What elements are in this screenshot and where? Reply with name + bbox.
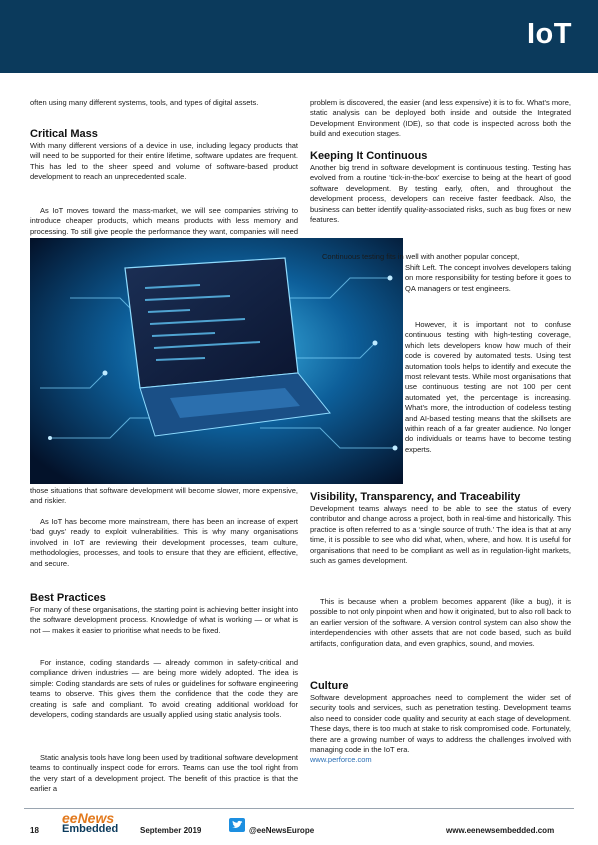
paragraph-best-2: For instance, coding standards — already common in safety-critical and compliance driven industries — are being more widely adopted. The idea is simple: Coding standards are sets of rules or guidelines for software engineering teams to observe. This gives them the confidence that the code they are creating is safe and compliant. To avoid creating additional workload for developers, coding standards are usually applied using static analysis tools. [30, 658, 298, 720]
paragraph-keeping-2b: Shift Left. The concept involves developers taking on more responsibility for testing before it goes to QA managers or test engineers. [405, 263, 571, 293]
laptop-circuit-illustration [30, 238, 403, 484]
header-banner [0, 0, 598, 73]
paragraph-continued: problem is discovered, the easier (and less expensive) it is to fix. What’s more, static analysis can be deployed both inside and outside the Integrated Development Environment (IDE), so that code is inspected across both the build and execution stages. [310, 98, 571, 139]
heading-best-practices: Best Practices [30, 592, 106, 604]
paragraph-best-1: For many of these organisations, the starting point is achieving better insight into the software development process. Knowledge of what is working — or what is not — makes it easier to prioritise what needs to be fixed. [30, 605, 298, 635]
paragraph-critical-2: As IoT moves toward the mass-market, we will see companies striving to introduce cheaper products, which means products with less memory and processing. To still give people the performance they want, companies will need [30, 206, 298, 236]
paragraph-keeping-1: Another big trend in software development is continuous testing. Testing has evolved from a routine ‘tick-in-the-box’ exercise to being at the heart of good software development. By testing early, often, and throughout the development process, developers can receive faster feedback. Also, the business can better identify quality-associated risks, such as bug fixes or new features. [310, 163, 571, 225]
heading-visibility: Visibility, Transparency, and Traceability [310, 491, 521, 503]
perforce-link[interactable]: www.perforce.com [310, 755, 372, 764]
issue-date: September 2019 [140, 826, 202, 835]
footer-divider [24, 808, 574, 809]
section-title: IoT [527, 18, 572, 50]
heading-culture: Culture [310, 680, 349, 692]
paragraph-keeping-3: However, it is important not to confuse continuous testing with high-testing coverage, which lets developers know how much of their code is covered by automated tests. Using test automation tools helps to identify and execute the most relevant tests. While most organisations that use continuous testing are not 100 per cent automated yet, the percentage is increasing. What’s more, the introduction of codeless testing and AI-based testing means that the skillsets are within reach of a far greater audience. No longer do individuals or teams have to become testing experts. [405, 320, 571, 454]
heading-critical-mass: Critical Mass [30, 128, 98, 140]
logo-embedded: Embedded [62, 823, 119, 835]
paragraph-best-3: Static analysis tools have long been used by traditional software development teams to continually inspect code for errors. Teams can use the tool right from the very start of a development project. The benefit of this practice is that the earlier a [30, 753, 298, 794]
twitter-bird-glyph [229, 818, 245, 832]
paragraph-keeping-2a: Continuous testing fits in well with another popular concept, [322, 252, 520, 261]
twitter-bird-icon[interactable] [229, 818, 245, 832]
paragraph-after-image: those situations that software development will become slower, more expensive, and riskier. [30, 486, 298, 506]
twitter-handle[interactable]: @eeNewsEurope [249, 826, 315, 835]
paragraph-mainstream: As IoT has become more mainstream, there has been an increase of expert ‘bad guys’ ready to exploit vulnerabilities. This is why many organisations involved in IoT are reviewing their development processes, team culture, methodologies, processes, and tools to ensure that they are efficient, effective, and secure. [30, 517, 298, 568]
footer-website[interactable]: www.eenewsembedded.com [446, 826, 555, 835]
paragraph-visibility-1: Development teams always need to be able to see the status of every contributor and change across a project, both in real-time and historically. This practice is often referred to as a ‘single source of truth.’ The idea is that at any time, it is possible to see who did what, when, where, and how. It is useful for organisations that need to be compliant as well as in regulation-light markets, such as games development. [310, 504, 571, 566]
logo-eenews: eeNews [62, 810, 115, 826]
hero-image-laptop-circuit [30, 238, 403, 484]
page-number: 18 [30, 826, 39, 835]
paragraph-visibility-2: This is because when a problem becomes apparent (like a bug), it is possible to not only pinpoint when and how it originated, but to also roll back to an earlier version of the software. A version control system can also show the interdependencies with other assets that are not code based, such as build artifacts, configuration data, and even graphics, sound, and movies. [310, 597, 571, 648]
heading-keeping-continuous: Keeping It Continuous [310, 150, 428, 162]
intro-paragraph: often using many different systems, tools, and types of digital assets. [30, 98, 259, 107]
paragraph-culture: Software development approaches need to complement the wider set of security tools and services, such as penetration testing. Development teams also need to consider code quality and security at each stage of development. These days, there is too much at stake to risk compromised code. Fortunately, there are a growing number of ways to address the challenges involved with managing code in the IoT era. [310, 693, 571, 755]
paragraph-critical-1: With many different versions of a device in use, including legacy products that will need to be supported for their entire lifetime, software updates are frequent. This has led to the sheer speed and volume of software-based product development to reach an unprecedented scale. [30, 141, 298, 182]
